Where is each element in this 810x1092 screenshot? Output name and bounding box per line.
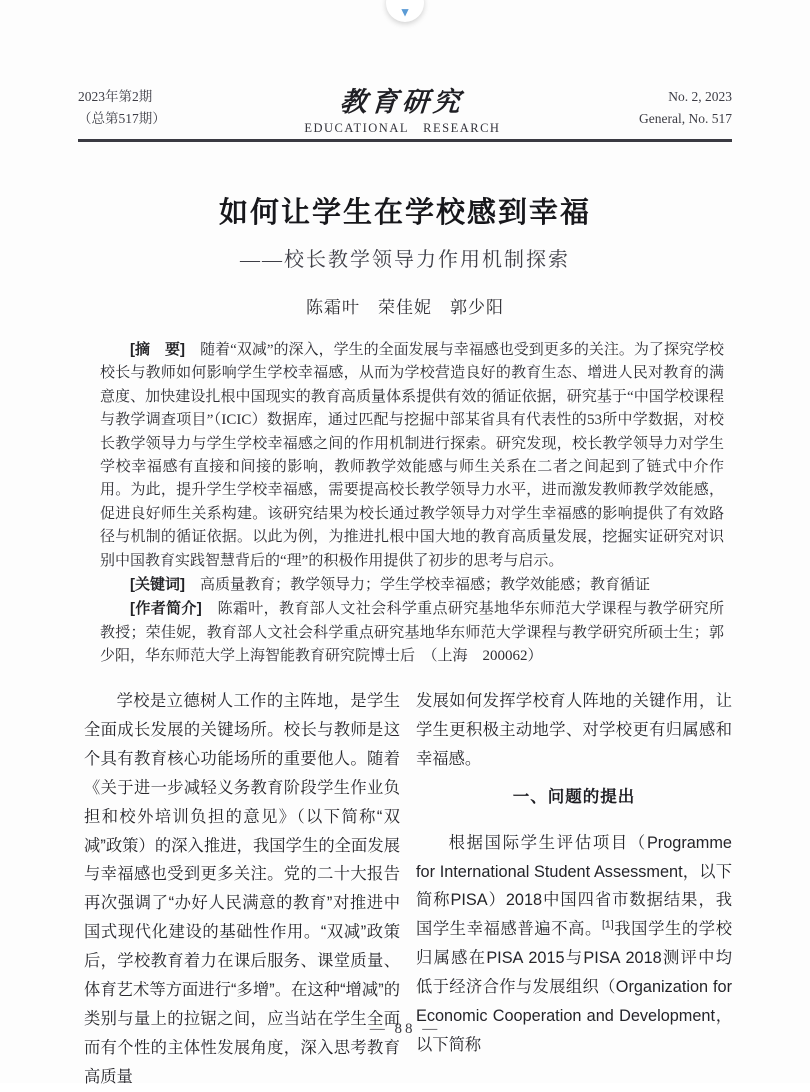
author-bio-label: [作者简介] xyxy=(130,600,202,618)
journal-logo-cn: 教育研究 xyxy=(339,87,466,118)
article-authors: 陈霜叶 荣佳妮 郭少阳 xyxy=(306,298,504,317)
abstract-label: [摘 要] xyxy=(130,341,186,358)
right-column-paragraph-1: 发展如何发挥学校育人阵地的关键作用，让学生更积极主动地学、对学校更有归属感和幸福感。 xyxy=(416,692,732,768)
journal-logo-en: EDUCATIONAL RESEARCH xyxy=(304,121,501,135)
chevron-down-icon: ▾ xyxy=(401,4,409,19)
author-bio-text: 陈霜叶，教育部人文社会科学重点研究基地华东师范大学课程与教学研究所教授；荣佳妮，教育部人文社会科学重点研究基地华东师范大学课程与教学研究所硕士生；郭少阳，华东师范大学上海智能教育研究院博士后 （上海 200062） xyxy=(100,601,724,665)
section-heading: 一、问题的提出 xyxy=(512,787,636,806)
abstract-paragraph xyxy=(100,338,724,573)
front-matter xyxy=(100,338,724,669)
left-column-paragraph: 学校是立德树人工作的主阵地，是学生全面成长发展的关键场所。校长与教师是这个具有教育核心功能场所的重要他人。随着《关于进一步减轻义务教育阶段学生作业负担和校外培训负担的意见》（以下简称“双减”政策）的深入推进，我国学生的全面发展与幸福感也受到更多关注。党的二十大报告再次强调了“办好人民满意的教育”对推进中国式现代化建设的基础性作用。“双减”政策后，学校教育着力在课后服务、课堂质量、体育艺术等方面进行“多增”。在这种“增减”的类别与量上的拉锯之间，应当站在学生全面而有个性的主体性发展角度，深入思考教育高质量 xyxy=(84,692,400,1086)
right-paragraph-2a: 根据国际学生评估项目（Programme for International Student Assessment，以下简称PISA）2018中国四省市数据结果，我国学生幸福感普遍不高。 xyxy=(416,833,732,939)
number-info xyxy=(639,86,732,130)
page-number: — 88 — xyxy=(369,1021,441,1037)
abstract-text: 随着“双减”的深入，学生的全面发展与幸福感也受到更多的关注。为了探究学校校长与教师如何影响学生学校幸福感，从而为学校营造良好的教育生态、增进人民对教育的满意度、加快建设扎根中国现实的教育高质量体系提供有效的循证依据，研究基于“中国学校课程与教学调查项目”（ICIC）数据库，通过匹配与挖掘中部某省具有代表性的53所中学数据，对校长教学领导力与学生学校幸福感之间的作用机制进行探索。研究发现，校长教学领导力对学生学校幸福感有直接和间接的影响，教师教学效能感与师生关系在二者之间起到了链式中介作用。为此，提升学生学校幸福感，需要提高校长教学领导力水平，进而激发教师教学效能感，促进良好师生关系构建。该研究结果为校长通过教学领导力对学生幸福感的影响提供了有效路径与机制的循证依据。以此为例，为推进扎根中国大地的教育高质量发展，挖掘实证研究对识别中国教育实践智慧背后的“理”的积极作用提供了初步的思考与启示。 xyxy=(100,342,724,569)
journal-logo xyxy=(304,80,500,136)
scroll-overlay-button[interactable] xyxy=(386,0,424,22)
author-bio-paragraph xyxy=(100,597,724,668)
issue-line2: （总第517期） xyxy=(78,111,166,126)
keywords-text: 高质量教育；教学领导力；学生学校幸福感；教学效能感；教育循证 xyxy=(200,577,651,594)
issue-line1: 2023年第2期 xyxy=(78,89,153,104)
footnote-reference: [1] xyxy=(601,918,614,931)
keywords-paragraph xyxy=(100,573,724,597)
issue-info xyxy=(78,86,166,130)
number-line2: General, No. 517 xyxy=(639,111,732,126)
keywords-label: [关键词] xyxy=(130,576,185,594)
article-subtitle: ——校长教学领导力作用机制探索 xyxy=(240,249,570,271)
header-rule xyxy=(78,139,732,142)
article-title: 如何让学生在学校感到幸福 xyxy=(218,197,591,229)
number-line1: No. 2, 2023 xyxy=(668,89,732,104)
journal-header xyxy=(78,86,732,136)
right-paragraph-2b: 我国学生的学校归属感在PISA 2015与PISA 2018测评中均低于经济合作与发展组织（Organization for Economic Cooperation and Development，以下简称 xyxy=(416,920,732,1054)
